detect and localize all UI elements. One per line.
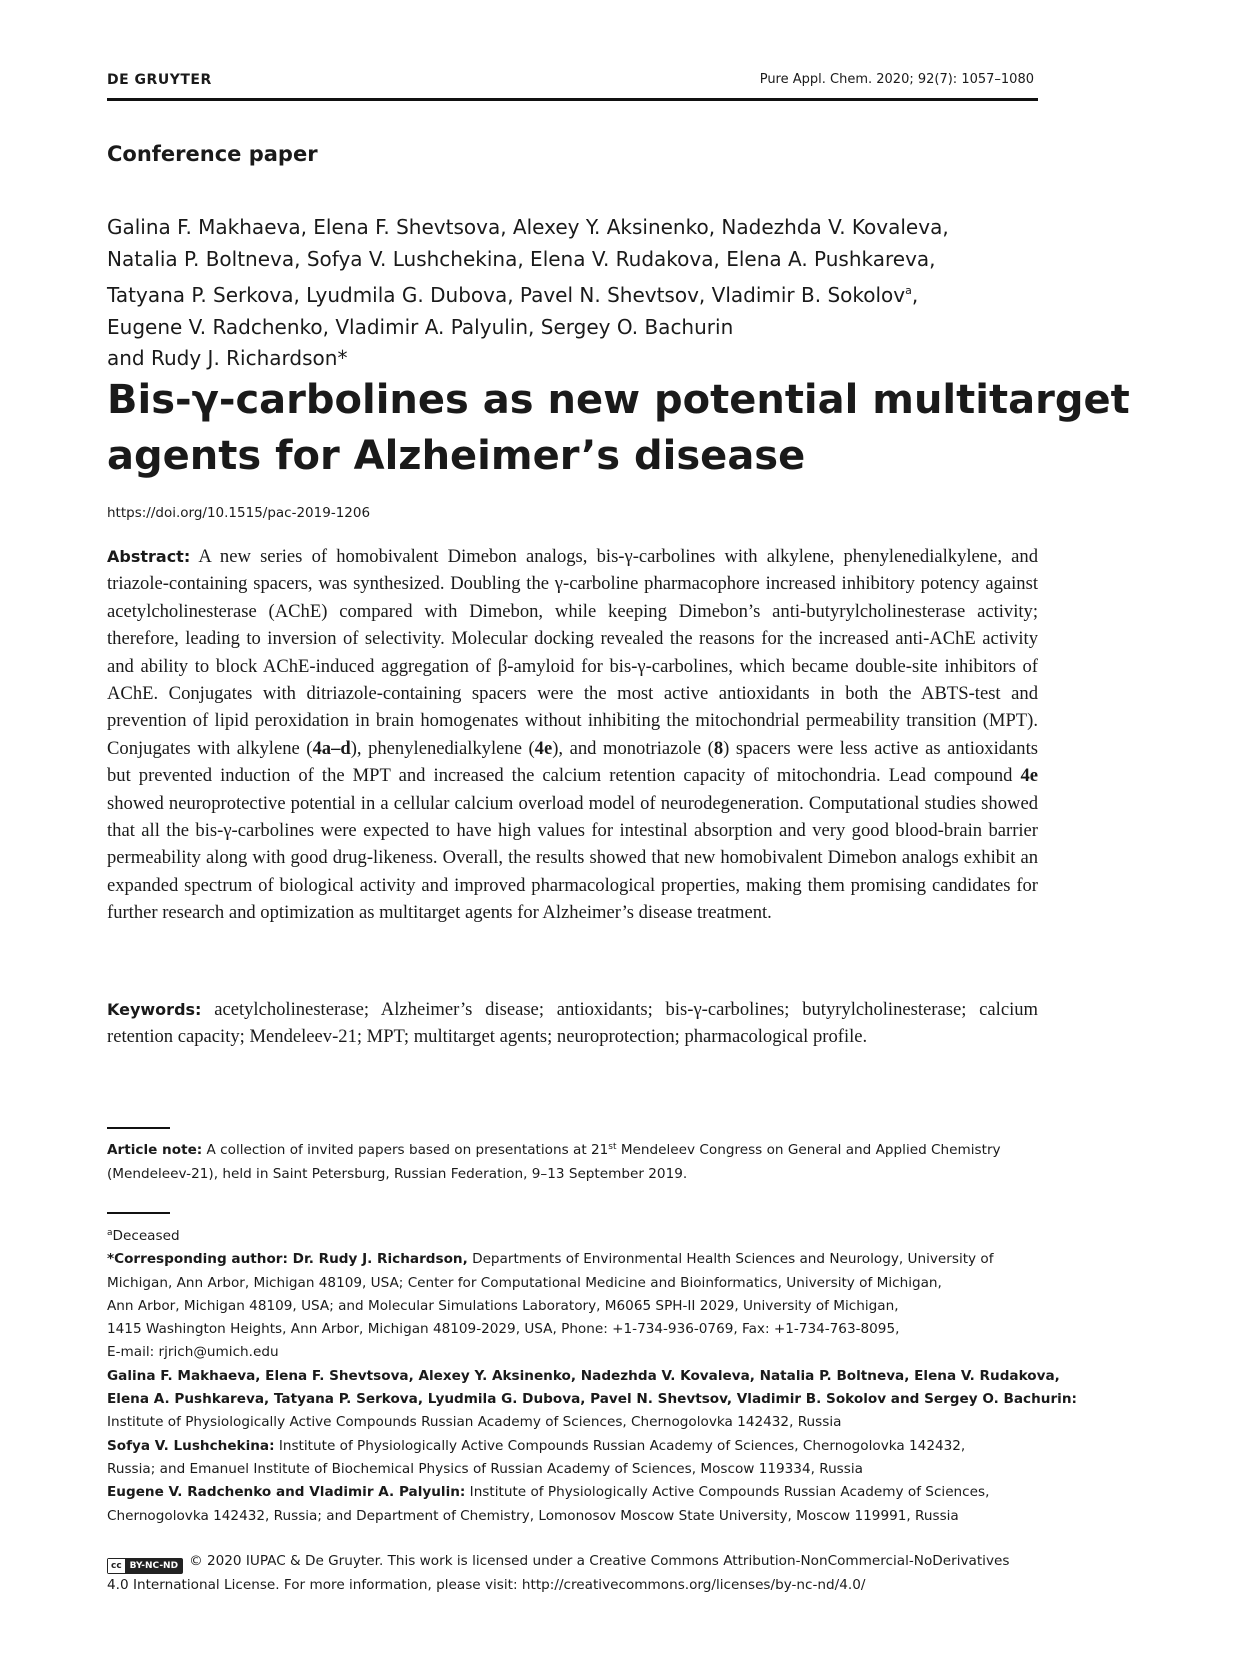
affil-line: Ann Arbor, Michigan 48109, USA; and Molecular Simulations Laboratory, M6065 SPH-II 2029, University of Michigan,: [107, 1297, 899, 1314]
compound-ref: 4a–d: [312, 737, 351, 759]
note-line: (Mendeleev-21), held in Saint Petersburg, Russian Federation, 9–13 September 2019.: [107, 1165, 688, 1182]
paper-type: Conference paper: [107, 142, 318, 166]
abstract-label: Abstract:: [107, 547, 191, 566]
note-line: [107, 1136, 1038, 1163]
publisher-name: DE GRUYTER: [107, 72, 212, 88]
abstract-text: ) spacers were less active as antioxidants but prevented induction of the MPT and increased the calcium retention capacity of mitochondria. Lead compound: [107, 737, 1038, 787]
affil-line: 1415 Washington Heights, Ann Arbor, Michigan 48109-2029, USA, Phone: +1-734-936-0769, Fax: +1-734-763-8095,: [107, 1321, 900, 1338]
author-list: [107, 212, 1038, 375]
license-text: © 2020 IUPAC & De Gruyter. This work is licensed under a Creative Commons Attribution-NonCommercial-NoDerivatives: [189, 1553, 1010, 1569]
email-line: E-mail: rjrich@umich.edu: [107, 1344, 279, 1361]
affil-text: Departments of Environmental Health Sciences and Neurology, University of: [467, 1251, 994, 1268]
author-line: and Rudy J. Richardson*: [107, 346, 348, 370]
running-header: [107, 72, 1038, 94]
affil-names: Sofya V. Lushchekina:: [107, 1437, 275, 1454]
author-line-text: Tatyana P. Serkova, Lyudmila G. Dubova, Pavel N. Shevtsov, Vladimir B. Sokolov: [107, 283, 906, 307]
doi-link[interactable]: https://doi.org/10.1515/pac-2019-1206: [107, 505, 371, 521]
cc-license-badge[interactable]: [107, 1558, 183, 1574]
affil-names: Elena A. Pushkareva, Tatyana P. Serkova, Lyudmila G. Dubova, Pavel N. Shevtsov, Vladimir B. Sokolov and Sergey O. Bachurin:: [107, 1391, 1077, 1408]
author-line: Natalia P. Boltneva, Sofya V. Lushchekina, Elena V. Rudakova, Elena A. Pushkareva,: [107, 246, 936, 271]
affil-text: Institute of Physiologically Active Compounds Russian Academy of Sciences,: [465, 1484, 990, 1501]
affil-line: Chernogolovka 142432, Russia; and Department of Chemistry, Lomonosov Moscow State University, Moscow 119991, Russia: [107, 1507, 959, 1524]
note-text: Mendeleev Congress on General and Applied Chemistry: [616, 1142, 1001, 1158]
license-line: [107, 1550, 1038, 1574]
cc-icon: cc: [108, 1559, 126, 1573]
author-line: Eugene V. Radchenko, Vladimir A. Palyulin, Sergey O. Bachurin: [107, 314, 734, 339]
compound-ref: 4e: [534, 737, 553, 759]
author-line: Galina F. Makhaeva, Elena F. Shevtsova, Alexey Y. Aksinenko, Nadezhda V. Kovaleva,: [107, 215, 949, 239]
keywords-text: acetylcholinesterase; Alzheimer’s disease; antioxidants; bis-γ-carbolines; butyrylcholinesterase; calcium retention capacity; Mendeleev-21; MPT; multitarget agents; neuroprotection; pharmacological profile.: [107, 999, 1038, 1048]
author-line: [107, 275, 1038, 312]
corresponding-author-label: *Corresponding author: Dr. Rudy J. Richardson,: [107, 1251, 468, 1268]
affil-line: Michigan, Ann Arbor, Michigan 48109, USA; Center for Computational Medicine and Bioinformatics, University of Michigan,: [107, 1274, 942, 1291]
footnote-rule: [107, 1212, 170, 1214]
abstract-text: A new series of homobivalent Dimebon analogs, bis-γ-carbolines with alkylene, phenylenedialkylene, and triazole-containing spacers, was synthesized. Doubling the γ-carboline pharmacophore increased inhibitory potency against acetylcholinesterase (AChE) compared with Dimebon, while keeping Dimebon’s anti-butyrylcholinesterase activity; therefore, leading to inversion of selectivity. Molecular docking revealed the reasons for the increased anti-AChE activity and ability to block AChE-induced aggregation of β-amyloid for bis-γ-carbolines, which became double-site inhibitors of AChE. Conjugates with ditriazole-containing spacers were the most active antioxidants in both the ABTS-test and prevention of lipid peroxidation in brain homogenates without inhibiting the mitochondrial permeability transition (MPT). Conjugates with alkylene (: [107, 546, 1038, 759]
deceased-marker: a: [905, 284, 912, 297]
compound-ref: 8: [713, 737, 724, 759]
compound-ref: 4e: [1020, 765, 1038, 787]
journal-citation: Pure Appl. Chem. 2020; 92(7): 1057–1080: [759, 72, 1034, 87]
keywords-label: Keywords:: [107, 1000, 202, 1019]
affil-names: Galina F. Makhaeva, Elena F. Shevtsova, Alexey Y. Aksinenko, Nadezhda V. Kovaleva, Natalia P. Boltneva, Elena V. Rudakova,: [107, 1367, 1060, 1384]
cc-terms: BY-NC-ND: [126, 1559, 182, 1573]
deceased-note: [107, 1222, 1038, 1248]
affil-line: [107, 1435, 1038, 1458]
license-line: 4.0 International License. For more information, please visit: http://creativecommons.org/licenses/by-nc-nd/4.0/: [107, 1577, 866, 1593]
header-rule: [107, 98, 1038, 101]
affil-line: Russia; and Emanuel Institute of Biochemical Physics of Russian Academy of Sciences, Moscow 119334, Russia: [107, 1460, 863, 1477]
paper-title: [107, 372, 1130, 484]
title-line: Bis-γ-carbolines as new potential multitarget: [107, 377, 1130, 423]
affil-names: Eugene V. Radchenko and Vladimir A. Palyulin:: [107, 1484, 466, 1501]
abstract: [107, 543, 1038, 927]
deceased-marker: a: [107, 1228, 113, 1238]
affil-text: Institute of Physiologically Active Compounds Russian Academy of Sciences, Chernogolovka 142432,: [274, 1437, 966, 1454]
affil-line: [107, 1481, 1038, 1504]
abstract-text: ), phenylenedialkylene (: [350, 737, 535, 759]
footnote-rule: [107, 1127, 170, 1129]
ordinal-suffix: st: [608, 1142, 617, 1152]
abstract-text: ), and monotriazole (: [552, 737, 714, 759]
title-line: agents for Alzheimer’s disease: [107, 433, 806, 479]
abstract-text: showed neuroprotective potential in a cellular calcium overload model of neurodegeneration. Computational studies showed that all the bis-γ-carbolines were expected to have high values for intestinal absorption and very good blood-brain barrier permeability along with good drug-likeness. Overall, the results showed that new homobivalent Dimebon analogs exhibit an expanded spectrum of biological activity and improved pharmacological properties, making them promising candidates for further research and optimization as multitarget agents for Alzheimer’s disease treatment.: [107, 792, 1038, 924]
article-note: [107, 1136, 1038, 1186]
affiliations: [107, 1222, 1077, 1528]
author-line-comma: ,: [911, 283, 919, 307]
note-text: A collection of invited papers based on presentations at 21: [202, 1142, 609, 1158]
keywords: [107, 996, 1038, 1051]
note-label: Article note:: [107, 1142, 203, 1158]
deceased-text: Deceased: [112, 1228, 180, 1244]
affil-line: [107, 1248, 1038, 1271]
affil-line: Institute of Physiologically Active Compounds Russian Academy of Sciences, Chernogolovka 142432, Russia: [107, 1414, 842, 1431]
license-notice: [107, 1550, 1038, 1598]
